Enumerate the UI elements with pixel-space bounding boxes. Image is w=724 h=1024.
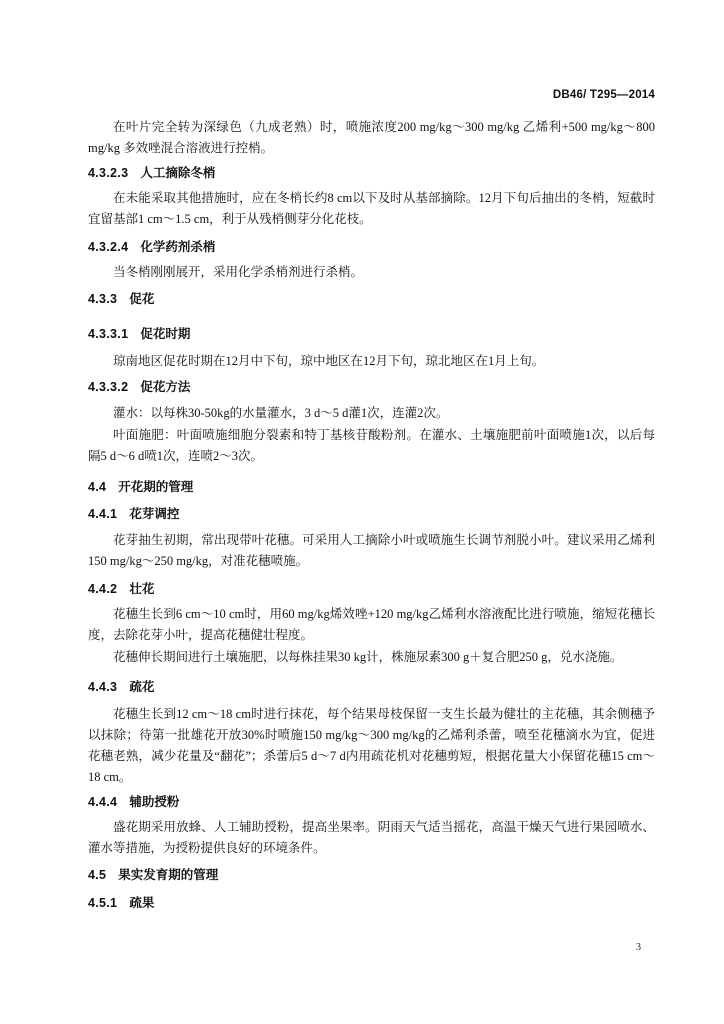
- heading-title: 辅助授粉: [129, 795, 180, 809]
- heading-4-3-3: [88, 289, 655, 310]
- heading-number: 4.3.3.1: [88, 327, 129, 341]
- paragraph-4-3-2-3: 在未能采取其他措施时，应在冬梢长约8 cm以下及时从基部摘除。12月下旬后抽出的冬梢，短截时宜留基部1 cm～1.5 cm，利于从残梢侧芽分化花枝。: [88, 191, 655, 226]
- continued-paragraph: 在叶片完全转为深绿色（九成老熟）时，喷施浓度200 mg/kg～300 mg/kg 乙烯利+500 mg/kg～800 mg/kg 多效唑混合溶液进行控梢。: [88, 120, 655, 155]
- heading-title: 疏花: [129, 680, 155, 694]
- heading-number: 4.4.3: [88, 680, 118, 694]
- paragraph-4-3-3-2-irrigation: 灌水：以每株30-50kg的水量灌水，3 d～5 d灌1次，连灌2次。: [113, 406, 449, 420]
- heading-title: 促花: [129, 292, 155, 306]
- heading-number: 4.4.4: [88, 795, 118, 809]
- heading-4-5-1: [88, 893, 655, 914]
- heading-4-4-1: [88, 504, 655, 525]
- heading-4-5: [88, 865, 655, 886]
- heading-4-3-2-3: [88, 163, 655, 184]
- paragraph-4-3-2-4: 当冬梢刚刚展开，采用化学杀梢剂进行杀梢。: [113, 265, 364, 279]
- heading-title: 壮花: [129, 582, 155, 596]
- heading-number: 4.3.3: [88, 292, 118, 306]
- heading-title: 开花期的管理: [118, 480, 194, 494]
- heading-number: 4.3.3.2: [88, 380, 129, 394]
- heading-number: 4.4: [88, 480, 107, 494]
- paragraph-4-3-3-2-foliar: 叶面施肥：叶面喷施细胞分裂素和特丁基核苷酸粉剂。在灌水、土壤施肥前叶面喷施1次，以后每隔5 d～6 d喷1次，连喷2～3次。: [88, 428, 655, 463]
- heading-title: 花芽调控: [129, 507, 180, 521]
- heading-title: 促花时期: [140, 327, 191, 341]
- paragraph-4-4-2-fertilize: 花穗伸长期间进行土壤施肥，以每株挂果30 kg计，株施尿素300 g＋复合肥250 g，兑水浇施。: [113, 650, 623, 664]
- heading-4-4-3: [88, 677, 655, 698]
- heading-number: 4.5: [88, 868, 107, 882]
- paragraph-4-4-1: 花芽抽生初期，常出现带叶花穗。可采用人工摘除小叶或喷施生长调节剂脱小叶。建议采用乙烯利150 mg/kg～250 mg/kg，对准花穗喷施。: [88, 533, 655, 568]
- paragraph-4-4-4: 盛花期采用放蜂、人工辅助授粉，提高坐果率。阴雨天气适当摇花，高温干燥天气进行果园喷水、灌水等措施，为授粉提供良好的环境条件。: [88, 820, 655, 855]
- standard-number-header: DB46/ T295—2014: [552, 89, 655, 101]
- heading-number: 4.4.1: [88, 507, 118, 521]
- heading-number: 4.5.1: [88, 896, 118, 910]
- heading-number: 4.3.2.3: [88, 166, 129, 180]
- heading-title: 果实发育期的管理: [118, 868, 219, 882]
- heading-title: 促花方法: [140, 380, 191, 394]
- heading-4-3-3-1: [88, 324, 655, 345]
- heading-4-4-2: [88, 579, 655, 600]
- page-number: 3: [636, 942, 641, 953]
- paragraph-4-4-3: 花穗生长到12 cm～18 cm时进行抹花，每个结果母枝保留一支生长最为健壮的主花穗，其余侧穗予以抹除；待第一批雄花开放30%时喷施150 mg/kg～300 mg/kg的乙烯利杀蕾，喷至花穗滴水为宜，促进花穗老熟，减少花量及“翻花”；杀蕾后5 d～7 d内用疏花机对花穗剪短，根据花量大小保留花穗15 cm～18 cm。: [88, 707, 655, 784]
- heading-number: 4.3.2.4: [88, 240, 129, 254]
- heading-4-4-4: [88, 792, 655, 813]
- heading-4-3-3-2: [88, 377, 655, 398]
- heading-title: 化学药剂杀梢: [140, 240, 216, 254]
- heading-number: 4.4.2: [88, 582, 118, 596]
- paragraph-4-4-2-spray: 花穗生长到6 cm～10 cm时，用60 mg/kg烯效唑+120 mg/kg乙烯利水溶液配比进行喷施，缩短花穗长度，去除花芽小叶，提高花穗健壮程度。: [88, 607, 655, 642]
- heading-title: 疏果: [129, 896, 155, 910]
- heading-4-3-2-4: [88, 237, 655, 258]
- paragraph-4-3-3-1: 琼南地区促花时期在12月中下旬，琼中地区在12月下旬，琼北地区在1月上旬。: [113, 354, 545, 368]
- heading-4-4: [88, 477, 655, 498]
- heading-title: 人工摘除冬梢: [140, 166, 216, 180]
